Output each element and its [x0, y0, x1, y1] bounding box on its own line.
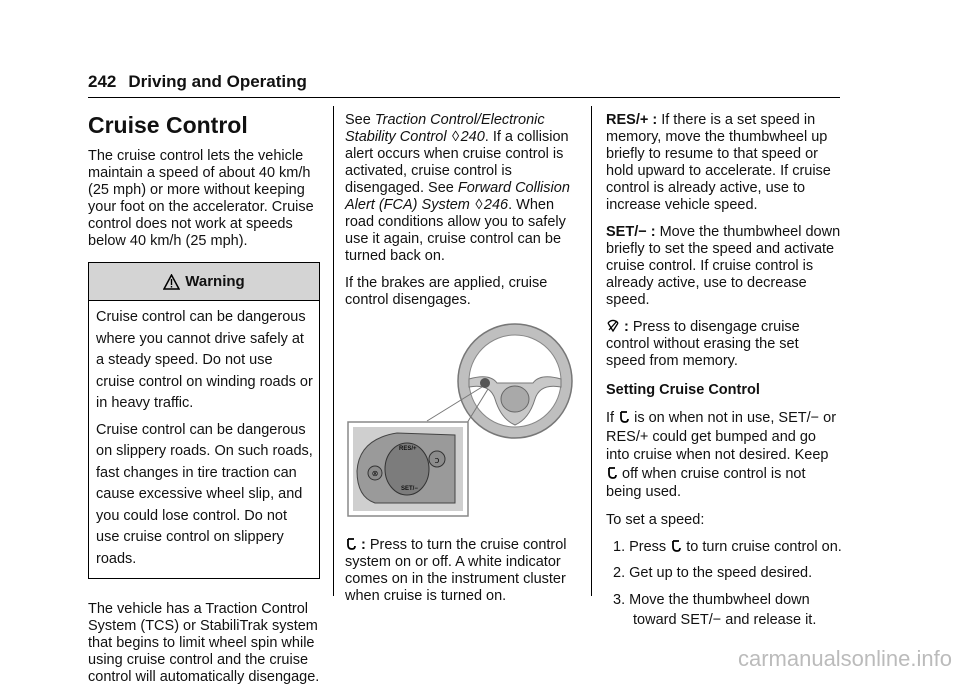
page-header — [88, 72, 307, 92]
watermark: carmanualsonline.info — [737, 646, 952, 671]
warning-paragraph-2: Cruise control can be dangerous on slippery roads. On such roads, fast changes in tire traction can cause excessive wheel slip, and you could lose control. Do not use cruise control on slippery roads. — [96, 421, 313, 567]
cancel-label: : — [620, 319, 633, 335]
warning-body — [89, 301, 319, 578]
column-2 — [345, 112, 577, 605]
brakes-paragraph: If the brakes are applied, cruise control disengages. — [345, 275, 548, 308]
traction-control-link[interactable]: Traction Control/Electronic Stability Control — [345, 112, 545, 145]
section-title: Driving and Operating — [128, 72, 307, 91]
steering-wheel-illustration — [345, 321, 577, 521]
column-3 — [606, 112, 842, 631]
set-label: SET/− : — [606, 224, 660, 240]
cruise-control-icon — [606, 466, 618, 480]
svg-text:ↄ: ↄ — [434, 456, 440, 466]
step-1-text-b: to turn cruise control on. — [682, 538, 842, 555]
arrow-ref-icon: ◊ — [451, 129, 460, 145]
cruise-control-icon — [345, 537, 357, 551]
figure-label-res: RES/+ — [399, 446, 417, 452]
cancel-text: Press to disengage cruise control without erasing the set speed from memory. — [606, 319, 800, 369]
page-title: Cruise Control — [88, 112, 248, 138]
fca-link[interactable]: Forward Collision Alert (FCA) System — [345, 180, 570, 213]
warning-paragraph-1: Cruise control can be dangerous where you cannot drive safely at a steady speed. Do not use cruise control on winding roads or in heavy traffic. — [96, 309, 313, 411]
steps-list — [606, 537, 842, 631]
set-text: Move the thumbwheel down briefly to set the speed and activate cruise control. If cruise control is already active, use to decrease speed. — [606, 224, 841, 308]
res-paragraph — [606, 112, 842, 214]
figure-label-set: SET/− — [401, 486, 418, 492]
column-divider-2 — [591, 106, 592, 596]
setting-paragraph — [606, 409, 842, 502]
step-1-text-a: 1. Press — [613, 538, 671, 555]
see-paragraph — [345, 112, 577, 265]
cruise-control-icon — [618, 410, 630, 424]
res-text: If there is a set speed in memory, move the thumbwheel up briefly to resume to that speed or hold upward to accelerate. If cruise control is already active, use to increase vehicle speed. — [606, 112, 831, 213]
cruise-control-icon — [670, 539, 682, 553]
traction-control-page[interactable]: 240 — [460, 129, 485, 145]
step-2: 2. Get up to the speed desired. — [613, 565, 813, 581]
reset-text: . When road conditions allow you to safely use it again, cruise control can be turned back on. — [345, 197, 566, 264]
step-3: 3. Move the thumbwheel down toward SET/− and release it. — [613, 591, 817, 628]
tcs-paragraph: The vehicle has a Traction Control System (TCS) or StabiliTrak system that begins to limit wheel spin while using cruise control and the cruise control will automatically disengage. — [88, 601, 320, 685]
cancel-paragraph — [606, 319, 842, 370]
see-text: See — [345, 112, 375, 128]
cruise-button-label: : — [357, 537, 370, 553]
setting-text-c: off when cruise control is not being used. — [606, 465, 806, 500]
set-paragraph — [606, 224, 842, 309]
res-label: RES/+ : — [606, 112, 662, 128]
setting-text-a: If — [606, 410, 619, 426]
intro-paragraph: The cruise control lets the vehicle maintain a speed of about 40 km/h (25 mph) or more without keeping your foot on the accelerator. Cruise control does not work at speeds below 40 km/h (25 mph). — [88, 148, 314, 249]
to-set-text: To set a speed: — [606, 511, 705, 528]
cruise-cancel-icon — [606, 319, 620, 333]
warning-box — [88, 262, 320, 579]
collision-text: . If a collision alert occurs when cruise control is activated, cruise control is disengaged. See — [345, 129, 569, 196]
cruise-button-paragraph — [345, 537, 577, 605]
warning-triangle-icon — [163, 274, 180, 290]
header-rule — [88, 97, 840, 98]
steering-wheel-figure — [345, 321, 577, 521]
column-1 — [88, 148, 320, 686]
cruise-button-text: Press to turn the cruise control system on or off. A white indicator comes on in the instrument cluster when cruise is turned on. — [345, 537, 567, 604]
column-divider-1 — [333, 106, 334, 596]
svg-text:⊗: ⊗ — [371, 469, 379, 478]
arrow-ref-icon: ◊ — [475, 197, 483, 213]
setting-heading: Setting Cruise Control — [606, 382, 760, 398]
setting-text-b: is on when not in use, SET/− or RES/+ could get bumped and go into cruise when not desired. Keep — [606, 410, 837, 463]
warning-header — [89, 263, 319, 301]
step-1 — [613, 537, 842, 558]
fca-page[interactable]: 246 — [483, 197, 509, 213]
page-number: 242 — [88, 72, 117, 91]
warning-title: Warning — [185, 273, 245, 290]
